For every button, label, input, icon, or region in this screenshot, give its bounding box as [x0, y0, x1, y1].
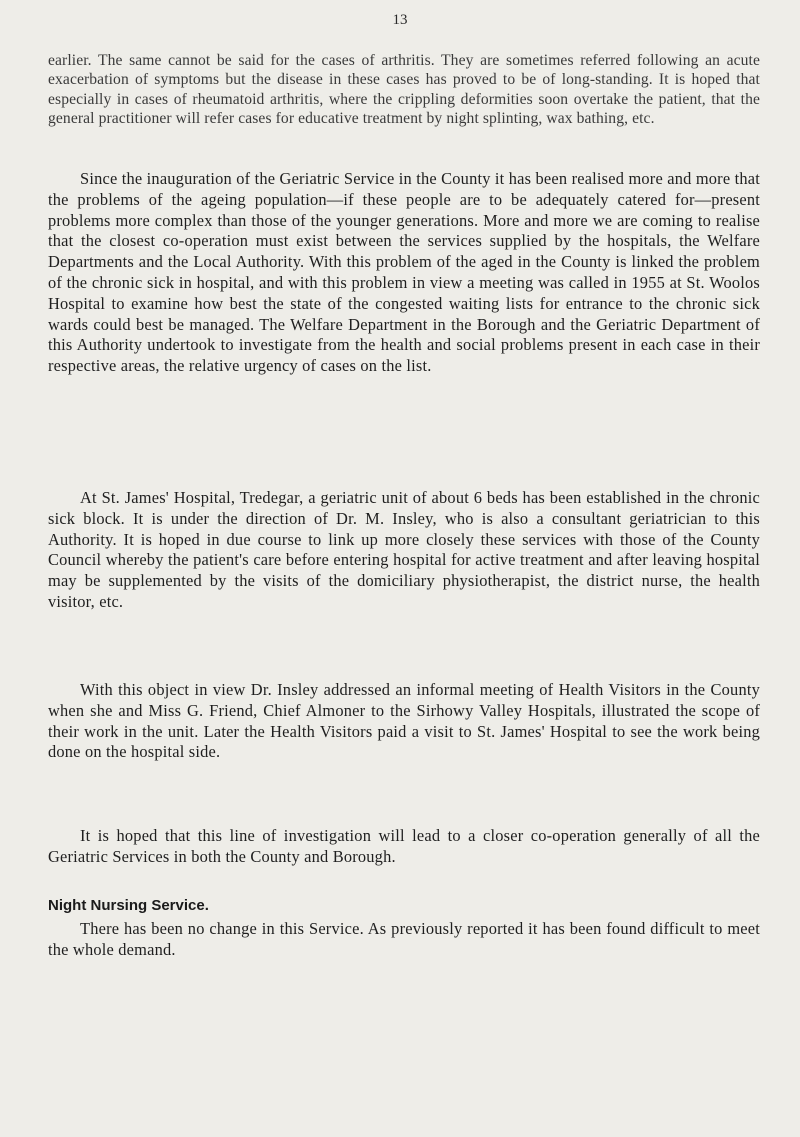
st-james-hospital-paragraph: At St. James' Hospital, Tredegar, a geriatric unit of about 6 beds has been established in the chronic sick block. It is under the direction of Dr. M. Insley, who is also a consultant geriatrician to this Authority. It is hoped in due course to link up more closely these services with those of the County Council whereby the patient's care before entering hospital for active treatment and after leaving hospital may be supplemented by the visits of the domiciliary physiotherapist, the district nurse, the health visitor, etc. — [48, 488, 760, 611]
intro-paragraph: earlier. The same cannot be said for the cases of arthritis. They are sometimes referred following an acute exacerbation of symptoms but the disease in these cases has proved to be of long-standing. It is hoped that especially in cases of rheumatoid arthritis, where the crippling deformities soon overtake the patient, that the general practitioner will refer cases for educative treatment by night splinting, wax bathing, etc. — [48, 52, 760, 128]
night-nursing-paragraph: There has been no change in this Service. As previously reported it has been found difficult to meet the whole demand. — [48, 919, 760, 959]
geriatric-service-paragraph: Since the inauguration of the Geriatric Service in the County it has been realised more and more that the problems of the ageing population—if these people are to be adequately catered for—present problems more complex than those of the younger generations. More and more we are coming to realise that the closest co-operation must exist between the services supplied by the hospitals, the Welfare Departments and the Local Authority. With this problem of the aged in the County is linked the problem of the chronic sick in hospital, and with this problem in view a meeting was called in 1955 at St. Woolos Hospital to examine how best the state of the congested waiting lists for entrance to the chronic sick wards could best be managed. The Welfare Department in the Borough and the Geriatric Department of this Authority undertook to investigate from the health and social problems present in each case in their respective areas, the relative urgency of cases on the list. — [48, 169, 760, 376]
night-nursing-heading: Night Nursing Service. — [48, 897, 209, 914]
health-visitors-meeting-paragraph: With this object in view Dr. Insley addressed an informal meeting of Health Visitors in the County when she and Miss G. Friend, Chief Almoner to the Sirhowy Valley Hospitals, illustrated the scope of their work in the unit. Later the Health Visitors paid a visit to St. James' Hospital to see the work being done on the hospital side. — [48, 680, 760, 762]
co-operation-paragraph: It is hoped that this line of investigation will lead to a closer co-operation generally of all the Geriatric Services in both the County and Borough. — [48, 826, 760, 866]
page-number: 13 — [392, 12, 408, 28]
